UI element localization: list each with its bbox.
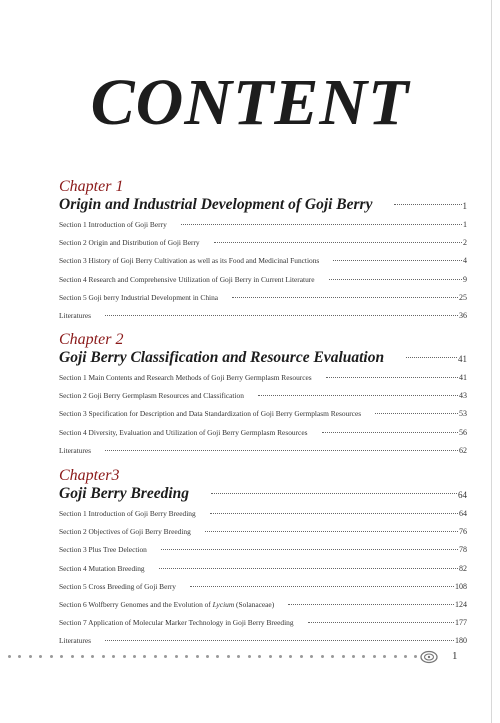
dot-leader [375, 413, 458, 414]
page-number: 43 [459, 391, 467, 401]
page-number: 41 [459, 373, 467, 382]
chapter-label: Chapter 1 [59, 178, 124, 195]
entry-title: Section 5 Goji berry Industrial Development in China [59, 292, 219, 302]
page-number: 25 [459, 292, 467, 302]
toc-entry[interactable] [59, 373, 467, 391]
dot-leader [258, 395, 458, 396]
entry-title: Section 4 Mutation Breeding [59, 563, 145, 573]
toc-entry[interactable] [59, 275, 467, 293]
chapter-title: Goji Berry Breeding [59, 485, 190, 502]
dot-leader [333, 260, 462, 261]
entry-title: Literatures [59, 636, 92, 646]
entry-title: Section 3 Plus Tree Delection [59, 545, 147, 555]
chapter-3 [59, 467, 467, 655]
dot-leader [406, 357, 457, 358]
entry-title: Section 2 Goji Berry Germplasm Resources and Classification [59, 391, 244, 401]
chapter-label: Chapter 2 [59, 331, 124, 348]
chapter-label: Chapter3 [59, 467, 120, 484]
entry-title: Section 6 Wolfberry Genomes and the Evolution of Lycium (Solanaceae) [59, 599, 275, 609]
dot-leader [105, 450, 458, 451]
dot-leader [181, 224, 462, 225]
entry-title: Section 1 Main Contents and Research Methods of Goji Berry Germplasm Resources [59, 373, 312, 382]
toc-entry[interactable] [59, 636, 467, 654]
page-number: 64 [459, 509, 467, 518]
dot-leader [211, 493, 457, 494]
dot-leader [308, 622, 454, 623]
toc-entry[interactable] [59, 238, 467, 256]
page-number: 56 [459, 427, 467, 437]
dot-leader [214, 242, 462, 243]
entry-title: Section 3 History of Goji Berry Cultivation as well as its Food and Medicinal Functions [59, 256, 320, 266]
dot-leader [288, 604, 454, 605]
toc-entry[interactable] [59, 600, 467, 618]
page-number: 78 [459, 545, 467, 555]
chapter-heading[interactable] [59, 196, 467, 217]
entry-title: Literatures [59, 445, 92, 455]
entry-title: Literatures [59, 310, 92, 320]
dot-leader [322, 432, 459, 433]
chapter-heading[interactable] [59, 485, 467, 506]
toc-entry[interactable] [59, 220, 467, 238]
toc-entry[interactable] [59, 256, 467, 274]
footer-page-number: 1 [452, 650, 458, 662]
entry-title: Section 4 Diversity, Evaluation and Utilization of Goji Berry Germplasm Resources [59, 427, 308, 437]
page-title: CONTENT [90, 66, 410, 139]
toc-entry[interactable] [59, 564, 467, 582]
page-number: 53 [459, 409, 467, 419]
toc-entry[interactable] [59, 618, 467, 636]
page-number: 76 [459, 527, 467, 537]
entry-title: Section 2 Origin and Distribution of Goji Berry [59, 238, 200, 248]
page-number: 108 [455, 581, 467, 591]
dot-leader [161, 549, 458, 550]
dot-leader [159, 568, 458, 569]
dot-leader [232, 297, 458, 298]
page-number: 9 [463, 274, 467, 284]
chapter-2 [59, 331, 467, 464]
page-number: 64 [458, 490, 467, 500]
page-number: 4 [463, 256, 467, 266]
dot-leader [329, 279, 462, 280]
page-number: 41 [458, 354, 467, 364]
toc-entry[interactable] [59, 446, 467, 464]
toc-entry[interactable] [59, 391, 467, 409]
entry-title: Section 3 Specification for Description and Data Standardization of Goji Berry Germplasm Resources [59, 409, 362, 419]
footer-dot-rule [8, 655, 418, 658]
entry-title: Section 1 Introduction of Goji Berry [59, 220, 167, 229]
entry-title: Section 4 Research and Comprehensive Utilization of Goji Berry in Current Literature [59, 274, 315, 284]
page-number: 180 [455, 636, 467, 646]
toc-entry[interactable] [59, 527, 467, 545]
ornament-icon [420, 649, 438, 665]
chapter-1 [59, 178, 467, 329]
page-number: 2 [463, 238, 467, 248]
dot-leader [394, 204, 461, 205]
page-number: 124 [455, 599, 467, 609]
page-number: 82 [459, 563, 467, 573]
entry-title: Section 2 Objectives of Goji Berry Breeding [59, 527, 191, 537]
toc-entry[interactable] [59, 409, 467, 427]
toc-entry[interactable] [59, 545, 467, 563]
page-number: 1 [463, 220, 467, 229]
entry-title: Section 7 Application of Molecular Marker Technology in Goji Berry Breeding [59, 618, 294, 628]
dot-leader [326, 377, 458, 378]
entry-title: Section 1 Introduction of Goji Berry Breeding [59, 509, 196, 518]
chapter-heading[interactable] [59, 349, 467, 370]
dot-leader [210, 513, 458, 514]
dot-leader [105, 640, 454, 641]
toc-entry[interactable] [59, 428, 467, 446]
page-number: 62 [459, 445, 467, 455]
chapter-title: Goji Berry Classification and Resource Evaluation [59, 349, 385, 366]
page-number: 36 [459, 310, 467, 320]
dot-leader [105, 315, 458, 316]
page-number: 1 [462, 201, 467, 211]
toc-entry[interactable] [59, 509, 467, 527]
dot-leader [190, 586, 454, 587]
page-number: 177 [455, 618, 467, 628]
chapter-title: Origin and Industrial Development of Goji Berry [59, 196, 373, 213]
toc-entry[interactable] [59, 582, 467, 600]
toc-entry[interactable] [59, 311, 467, 329]
entry-title: Section 5 Cross Breeding of Goji Berry [59, 581, 177, 591]
toc-entry[interactable] [59, 293, 467, 311]
dot-leader [205, 531, 458, 532]
